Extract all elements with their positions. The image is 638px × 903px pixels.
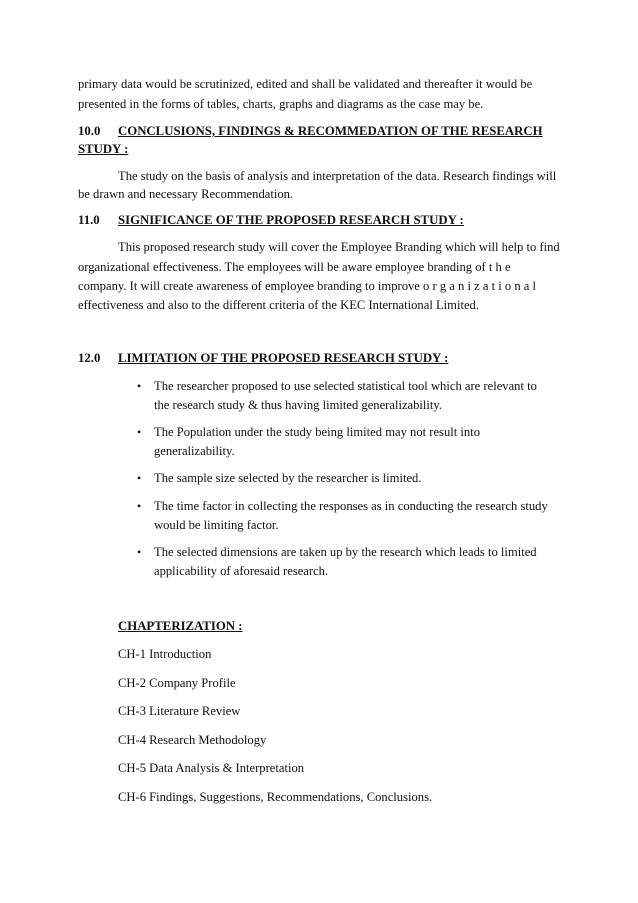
section-10-body-line-2: be drawn and necessary Recommendation. — [78, 187, 294, 201]
limitation-5-line-1: The selected dimensions are taken up by the research which leads to limited — [154, 545, 537, 559]
section-11-body-line-4: effectiveness and also to the different criteria of the KEC International Limited. — [78, 298, 479, 312]
section-11-body-line-3: company. It will create awareness of employee branding to improve o r g a n i z a t i o n a l — [78, 279, 536, 293]
chapter-item: CH-2 Company Profile — [118, 676, 236, 690]
bullet-marker: • — [137, 545, 142, 559]
bullet-marker: • — [137, 471, 142, 485]
section-12-number: 12.0 — [78, 351, 101, 365]
section-11-body-line-1: This proposed research study will cover the Employee Branding which will help to find — [118, 240, 560, 254]
limitation-2-line-2: generalizability. — [154, 444, 235, 458]
section-10-body-line-1: The study on the basis of analysis and interpretation of the data. Research findings will — [118, 169, 557, 183]
limitation-4-line-1: The time factor in collecting the responses as in conducting the research study — [154, 499, 548, 513]
bullet-marker: • — [137, 425, 142, 439]
intro-line-1: primary data would be scrutinized, edited and shall be validated and thereafter it would be — [78, 77, 533, 91]
bullet-marker: • — [137, 379, 142, 393]
section-11-body-line-2: organizational effectiveness. The employees will be aware employee branding of t h e — [78, 260, 511, 274]
section-10-title-continued: STUDY : — [78, 142, 129, 156]
limitation-1-line-1: The researcher proposed to use selected statistical tool which are relevant to — [154, 379, 537, 393]
section-11-title: SIGNIFICANCE OF THE PROPOSED RESEARCH STUDY : — [118, 213, 464, 227]
section-11-number: 11.0 — [78, 213, 100, 227]
limitation-3-line-1: The sample size selected by the researcher is limited. — [154, 471, 422, 485]
limitation-5-line-2: applicability of aforesaid research. — [154, 564, 329, 578]
intro-line-2: presented in the forms of tables, charts, graphs and diagrams as the case may be. — [78, 97, 484, 111]
limitation-4-line-2: would be limiting factor. — [154, 518, 279, 532]
section-10-number: 10.0 — [78, 124, 101, 138]
chapter-item: CH-3 Literature Review — [118, 704, 241, 718]
limitation-2-line-1: The Population under the study being limited may not result into — [154, 425, 480, 439]
chapterization-title: CHAPTERIZATION : — [118, 619, 243, 633]
chapter-item: CH-6 Findings, Suggestions, Recommendations, Conclusions. — [118, 790, 433, 804]
chapter-item: CH-5 Data Analysis & Interpretation — [118, 761, 305, 775]
section-12-title: LIMITATION OF THE PROPOSED RESEARCH STUDY : — [118, 351, 449, 365]
chapter-item: CH-4 Research Methodology — [118, 733, 267, 747]
chapter-item: CH-1 Introduction — [118, 647, 212, 661]
bullet-marker: • — [137, 499, 142, 513]
section-10-title: CONCLUSIONS, FINDINGS & RECOMMEDATION OF THE RESEARCH — [118, 124, 543, 138]
limitation-1-line-2: the research study & thus having limited generalizability. — [154, 398, 443, 412]
